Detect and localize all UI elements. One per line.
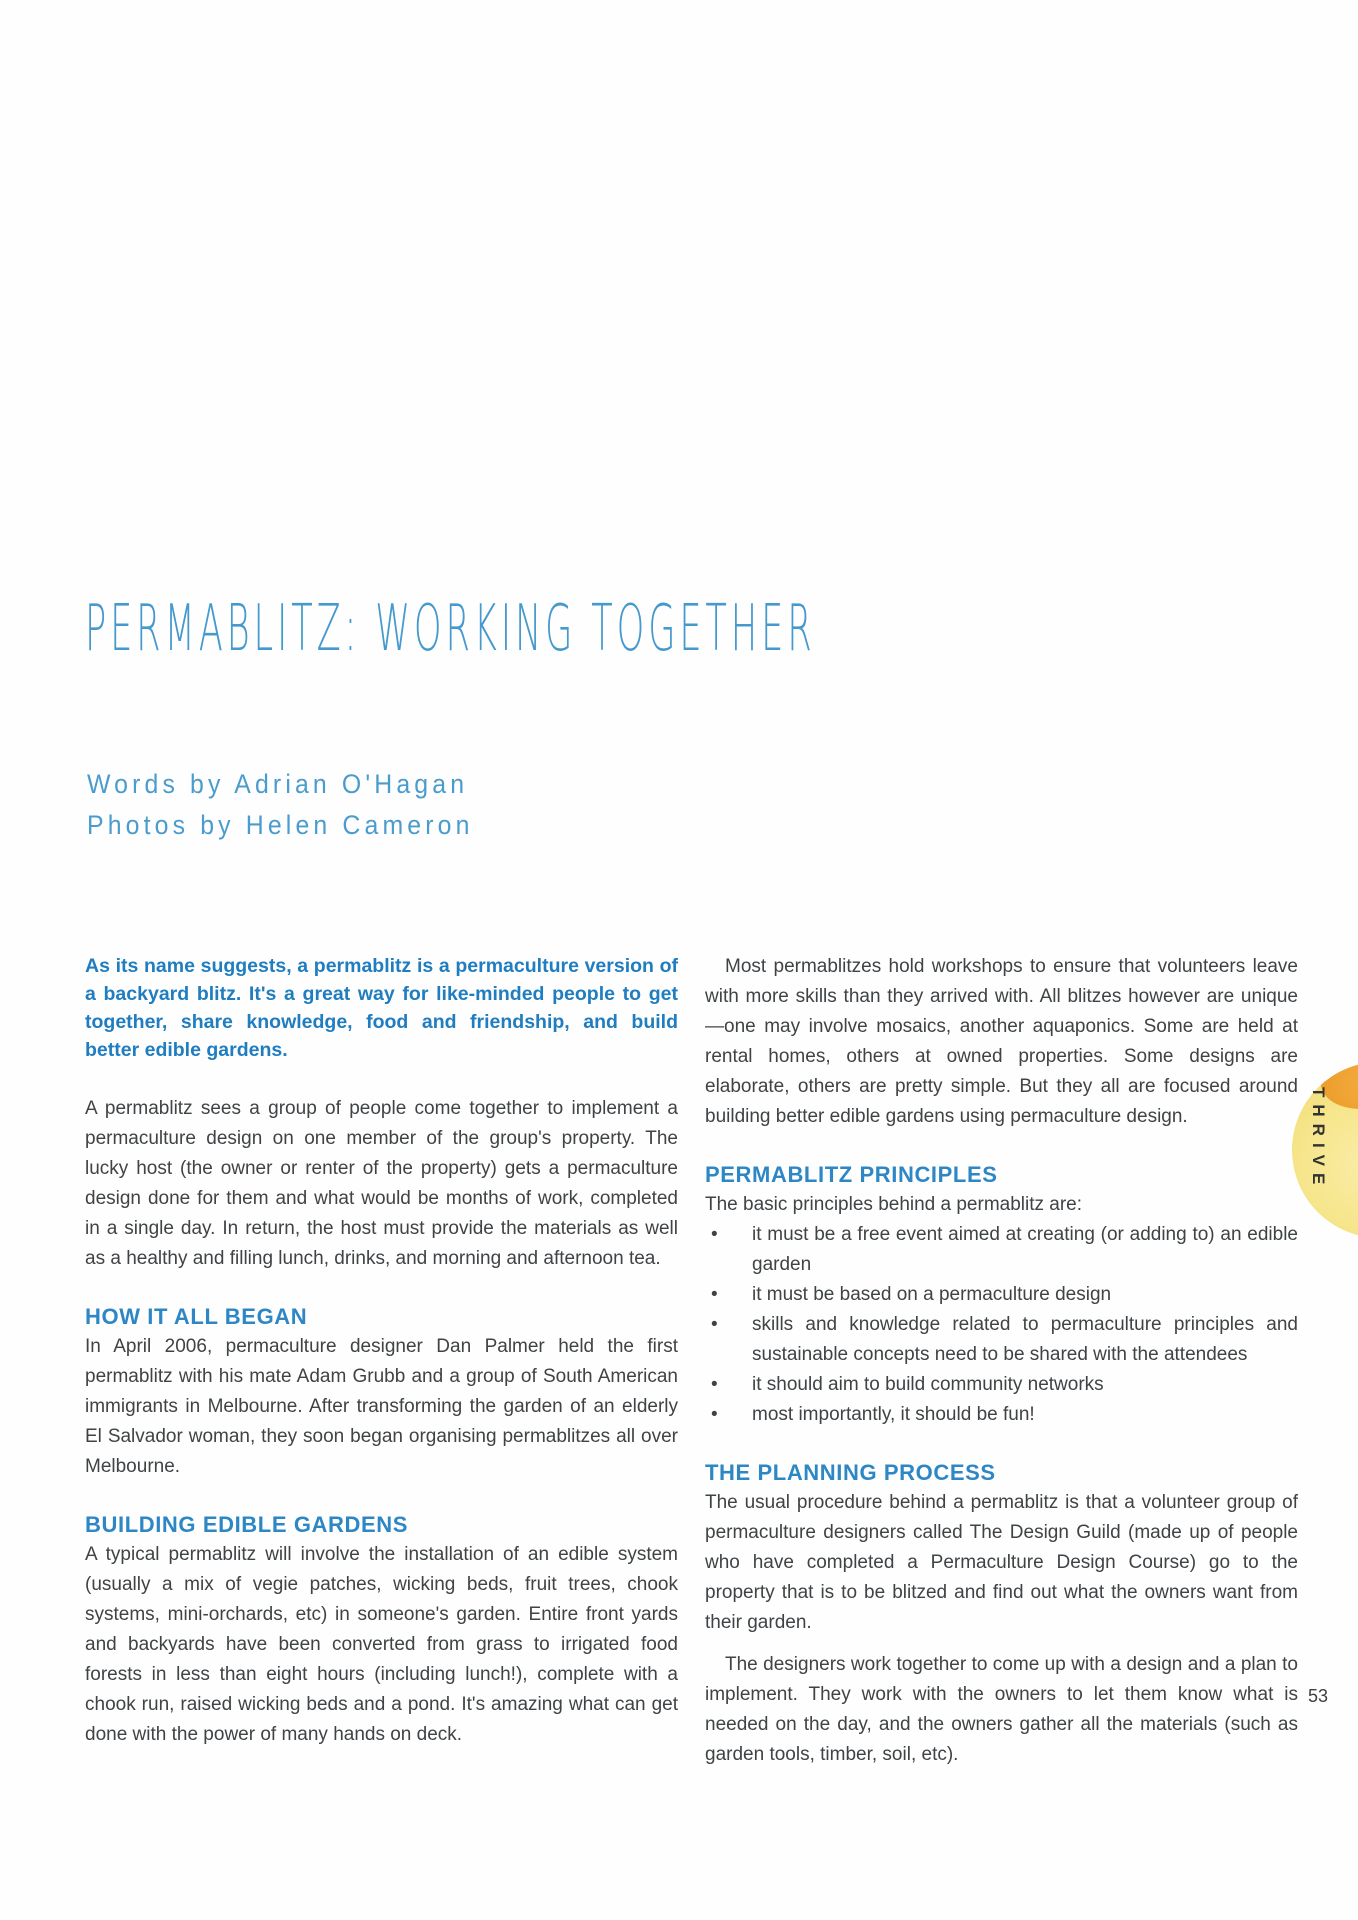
paragraph: The usual procedure behind a permablitz is that a volunteer group of permaculture designers called The Design Guild (made up of people who have completed a Permaculture Design Course) go to the property that is to be blitzed and find out what the owners want from their garden. xyxy=(705,1492,1298,1633)
byline xyxy=(87,764,474,846)
left-column xyxy=(85,952,678,1782)
paragraph: Most permablitzes hold workshops to ensure that volunteers leave with more skills than they arrived with. All blitzes however are unique—one may involve mosaics, another aquaponics. Some are held at rental homes, others at owned properties. Some designs are elaborate, others are pretty simple. But they all are focused around building better edible gardens using permaculture design. xyxy=(705,956,1298,1127)
principle-item: • skills and knowledge related to permaculture principles and sustainable concepts need to be shared with the attendees xyxy=(705,1310,1298,1370)
byline-photos: Photos by Helen Cameron xyxy=(87,810,474,840)
principles-lead: The basic principles behind a permablitz are: xyxy=(705,1194,1083,1215)
principle-item: • it must be a free event aimed at creating (or adding to) an edible garden xyxy=(705,1220,1298,1280)
page-title: PERMABLITZ: WORKING TOGETHER xyxy=(85,592,816,666)
principle-item: • most importantly, it should be fun! xyxy=(705,1400,1298,1430)
principle-item: • it should aim to build community networks xyxy=(705,1370,1298,1400)
section-heading-permablitz-principles: PERMABLITZ PRINCIPLES xyxy=(705,1162,998,1187)
page-number: 53 xyxy=(1308,1686,1329,1706)
right-column xyxy=(705,952,1298,1782)
section-heading-how-it-all-began: HOW IT ALL BEGAN xyxy=(85,1304,308,1329)
paragraph: The designers work together to come up with a design and a plan to implement. They work with the owners to let them know what is needed on the day, and the owners gather all the materials (such as garden tools, timber, soil, etc). xyxy=(705,1654,1298,1765)
article-body xyxy=(85,952,1298,1782)
paragraph: In April 2006, permaculture designer Dan Palmer held the first permablitz with his mate Adam Grubb and a group of South American immigrants in Melbourne. After transforming the garden of an elderly El Salvador woman, they soon began organising permablitzes all over Melbourne. xyxy=(85,1336,678,1477)
principles-list xyxy=(705,1220,1298,1430)
byline-words: Words by Adrian O'Hagan xyxy=(87,769,469,799)
paragraph: A typical permablitz will involve the installation of an edible system (usually a mix of vegie patches, wicking beds, fruit trees, chook systems, mini-orchards, etc) in someone's garden. Entire front yards and backyards have been converted from grass to irrigated food forests in less than eight hours (including lunch!), complete with a chook run, raised wicking beds and a pond. It's amazing what can get done with the power of many hands on deck. xyxy=(85,1544,678,1745)
intro-paragraph: As its name suggests, a permablitz is a permaculture version of a backyard blitz. It's a great way for like-minded people to get together, share knowledge, food and friendship, and build better edible gardens. xyxy=(85,955,678,1061)
section-heading-building-edible-gardens: BUILDING EDIBLE GARDENS xyxy=(85,1512,409,1537)
thrive-tab-label: THRIVE xyxy=(1309,1087,1328,1192)
section-heading-the-planning-process: THE PLANNING PROCESS xyxy=(705,1460,996,1485)
paragraph: A permablitz sees a group of people come together to implement a permaculture design on one member of the group's property. The lucky host (the owner or renter of the property) gets a permaculture design done for them and what would be months of work, completed in a single day. In return, the host must provide the materials as well as a healthy and filling lunch, drinks, and morning and afternoon tea. xyxy=(85,1098,678,1269)
principle-item: • it must be based on a permaculture design xyxy=(705,1280,1298,1310)
